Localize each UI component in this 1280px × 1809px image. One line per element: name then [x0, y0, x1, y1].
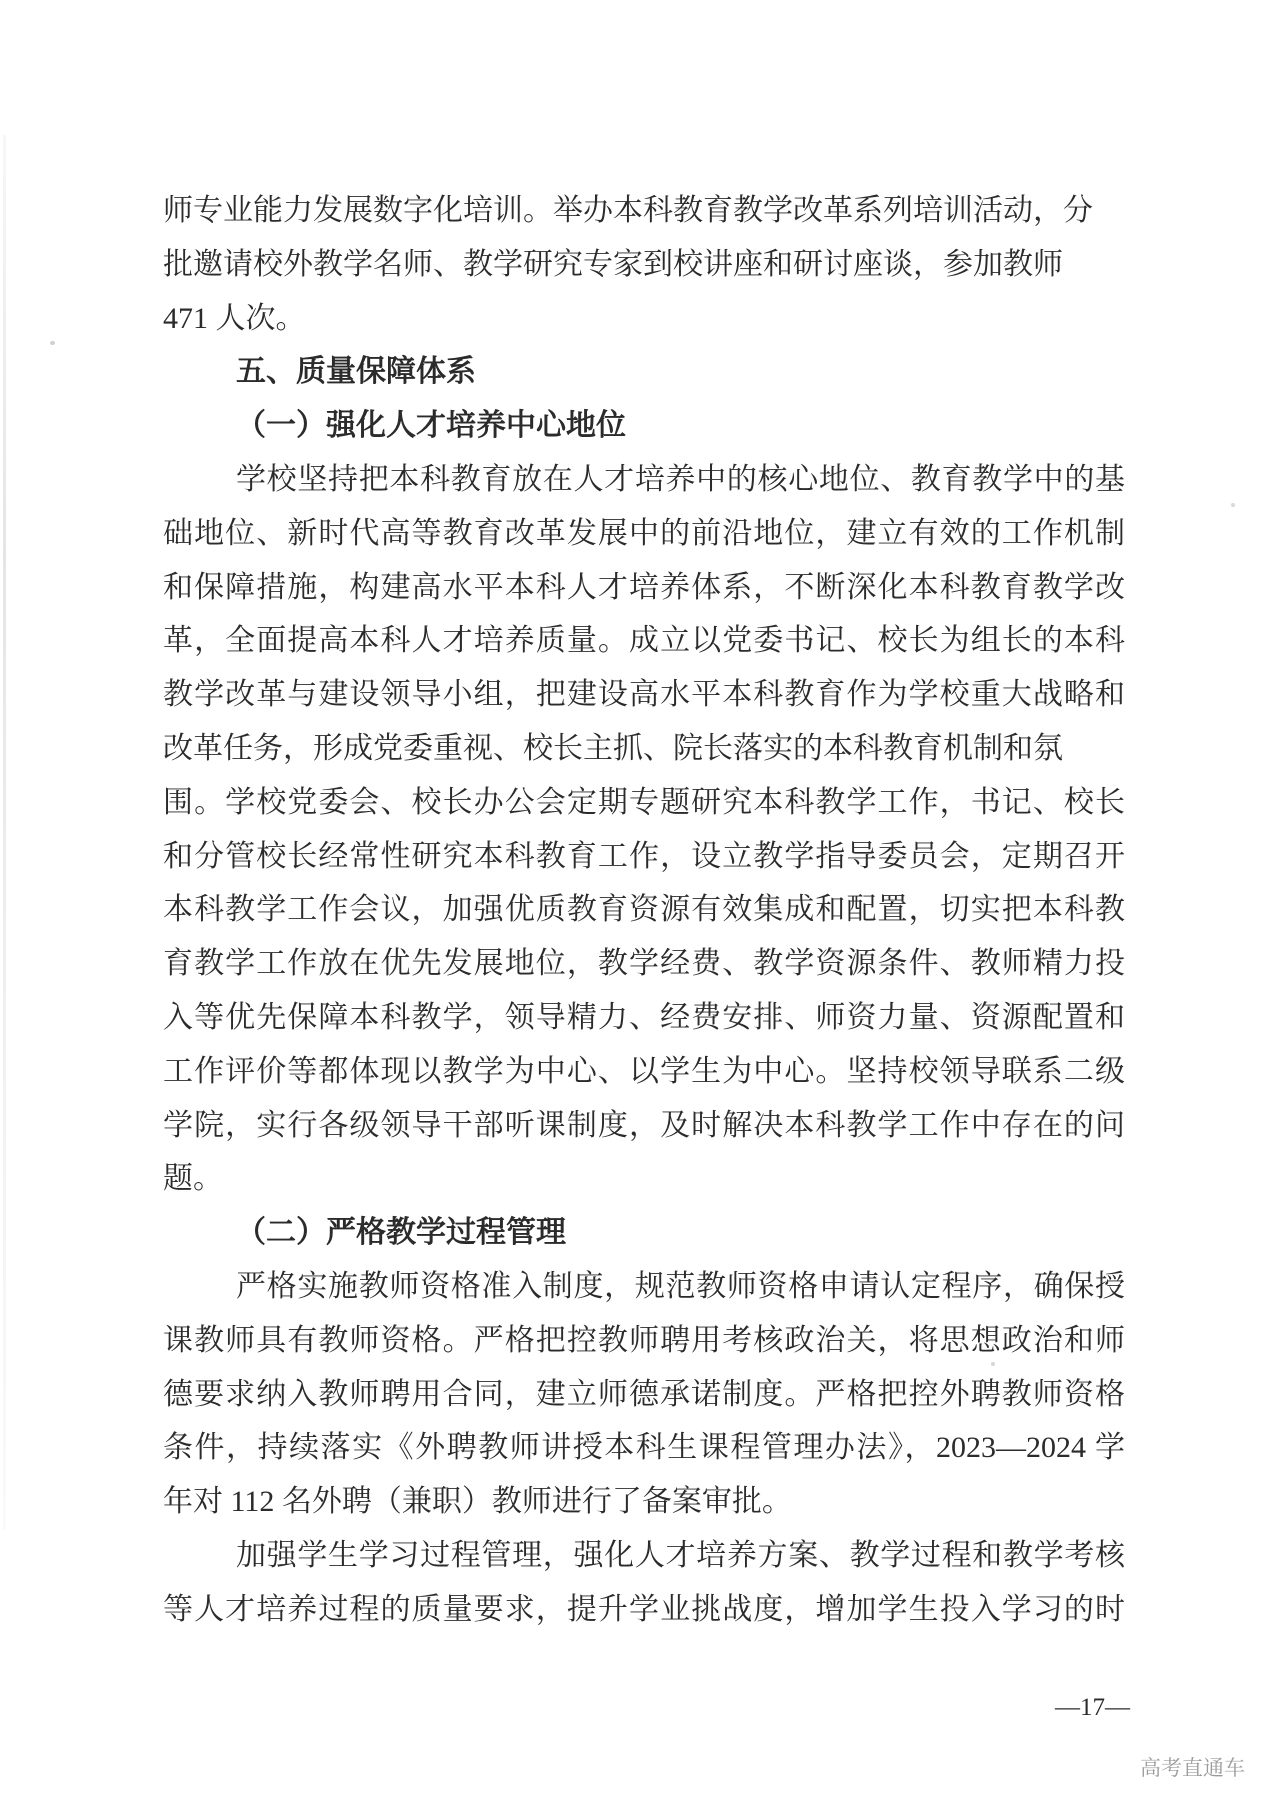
scan-artifact-line — [3, 135, 6, 1530]
text-line: 471 人次。 — [163, 301, 306, 335]
text-line: 批邀请校外教学名师、教学研究专家到校讲座和研讨座谈，参加教师 — [163, 247, 1063, 281]
text-line: 德要求纳入教师聘用合同，建立师德承诺制度。严格把控外聘教师资格 — [163, 1377, 1125, 1411]
text-line: 严格实施教师资格准入制度，规范教师资格申请认定程序，确保授 — [236, 1269, 1125, 1303]
text-line: 工作评价等都体现以教学为中心、以学生为中心。坚持校领导联系二级 — [163, 1054, 1125, 1088]
document-body — [163, 184, 1125, 1637]
page-number: —17— — [1055, 1694, 1130, 1721]
text-line: 教学改革与建设领导小组，把建设高水平本科教育作为学校重大战略和 — [163, 678, 1125, 712]
text-line: 等人才培养过程的质量要求，提升学业挑战度，增加学生投入学习的时 — [163, 1592, 1125, 1626]
text-line: 育教学工作放在优先发展地位，教学经费、教学资源条件、教师精力投 — [163, 947, 1125, 981]
scan-artifact-speck — [1231, 503, 1235, 507]
text-line: 围。学校党委会、校长办公会定期专题研究本科教学工作，书记、校长 — [163, 785, 1125, 819]
subsection-heading: （一）强化人才培养中心地位 — [236, 409, 626, 443]
text-line: 改革任务，形成党委重视、校长主抓、院长落实的本科教育机制和氛 — [163, 731, 1063, 765]
text-line: 条件，持续落实《外聘教师讲授本科生课程管理办法》，2023—2024 学 — [163, 1431, 1125, 1465]
text-line: 础地位、新时代高等教育改革发展中的前沿地位，建立有效的工作机制 — [163, 516, 1125, 550]
text-line: 学院，实行各级领导干部听课制度，及时解决本科教学工作中存在的问 — [163, 1108, 1125, 1142]
text-line: 题。 — [163, 1162, 223, 1196]
text-line: 加强学生学习过程管理，强化人才培养方案、教学过程和教学考核 — [236, 1538, 1125, 1572]
text-line: 和保障措施，构建高水平本科人才培养体系，不断深化本科教育教学改 — [163, 570, 1125, 604]
text-line: 学校坚持把本科教育放在人才培养中的核心地位、教育教学中的基 — [236, 462, 1125, 496]
subsection-heading: （二）严格教学过程管理 — [236, 1216, 566, 1250]
text-line: 革，全面提高本科人才培养质量。成立以党委书记、校长为组长的本科 — [163, 624, 1125, 658]
section-heading: 五、质量保障体系 — [236, 355, 476, 389]
watermark: 高考直通车 — [1140, 1756, 1245, 1780]
text-line: 入等优先保障本科教学，领导精力、经费安排、师资力量、资源配置和 — [163, 1000, 1125, 1034]
text-line: 课教师具有教师资格。严格把控教师聘用考核政治关，将思想政治和师 — [163, 1323, 1125, 1357]
text-line: 和分管校长经常性研究本科教育工作，设立教学指导委员会，定期召开 — [163, 839, 1125, 873]
text-line: 师专业能力发展数字化培训。举办本科教育教学改革系列培训活动，分 — [163, 194, 1093, 227]
text-line: 年对 112 名外聘（兼职）教师进行了备案审批。 — [163, 1485, 792, 1519]
scan-artifact-speck — [50, 341, 55, 345]
text-line: 本科教学工作会议，加强优质教育资源有效集成和配置，切实把本科教 — [163, 893, 1125, 927]
